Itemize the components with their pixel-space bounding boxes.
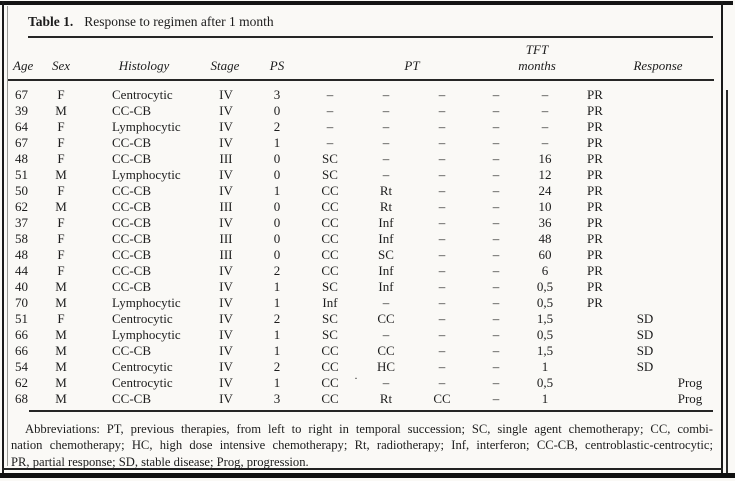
cell-pt-3: – <box>438 327 446 342</box>
cell-response-sd <box>622 391 668 407</box>
cell-response-pr: PR <box>587 247 603 262</box>
cell-response-prog <box>668 295 712 311</box>
table-title <box>28 14 274 30</box>
cell-ps: 1 <box>273 279 281 294</box>
cell-tft-months: 1 <box>541 359 549 374</box>
abbreviations-note <box>11 421 713 470</box>
cell-response-sd <box>622 215 668 231</box>
cell-sex: M <box>55 327 67 342</box>
cell-pt-3: – <box>438 263 446 278</box>
abbreviation-line: Abbreviations: PT, previous therapies, from left to right in temporal succession; SC, single agent chemotherapy; CC, combi- <box>25 422 713 436</box>
cell-tft-months: 0,5 <box>536 279 554 294</box>
cell-tft-months: 36 <box>538 215 552 230</box>
col-header-ps: PS <box>269 58 285 73</box>
cell-pt-2: CC <box>377 343 395 358</box>
cell-response-pr: PR <box>587 151 603 166</box>
cell-pt-4: – <box>492 199 500 214</box>
cell-response-pr: PR <box>587 263 603 278</box>
cell-pt-4: – <box>492 231 500 246</box>
cell-pt-1: – <box>326 119 334 134</box>
frame-border-bottom <box>0 473 735 478</box>
cell-response-prog <box>668 183 712 199</box>
cell-response-sd <box>622 167 668 183</box>
cell-pt-4: – <box>492 183 500 198</box>
cell-tft-months: – <box>541 103 549 118</box>
cell-sex: M <box>55 343 67 358</box>
cell-response-sd <box>622 375 668 391</box>
col-header-response: Response <box>633 58 683 73</box>
cell-stage: IV <box>219 87 233 102</box>
cell-sex: M <box>55 167 67 182</box>
cell-ps: 2 <box>273 359 281 374</box>
cell-sex: F <box>57 87 65 102</box>
cell-pt-1: SC <box>322 167 338 182</box>
cell-pt-2: – <box>382 327 390 342</box>
cell-pt-1: SC <box>322 311 338 326</box>
cell-stage: IV <box>219 295 233 310</box>
cell-sex: M <box>55 295 67 310</box>
cell-pt-4: – <box>492 391 500 406</box>
cell-pt-1: – <box>326 135 334 150</box>
cell-response-sd <box>622 87 668 103</box>
cell-age: 48 <box>15 151 28 166</box>
cell-response-pr: PR <box>587 279 603 294</box>
rule-above-footnote <box>29 410 713 412</box>
cell-response-sd: SD <box>636 359 654 374</box>
cell-sex: M <box>55 375 67 390</box>
cell-pt-4: – <box>492 311 500 326</box>
cell-stage: IV <box>219 343 233 358</box>
cell-pt-2: – <box>382 375 390 390</box>
cell-pt-1: CC <box>321 263 339 278</box>
cell-sex: M <box>55 359 67 374</box>
frame-border-right <box>721 1 723 475</box>
cell-response-prog <box>668 167 712 183</box>
table-number: Table 1. <box>28 14 74 29</box>
cell-response-sd <box>622 103 668 119</box>
cell-pt-1: CC <box>321 247 339 262</box>
cell-age: 51 <box>15 167 28 182</box>
cell-pt-1: – <box>326 103 334 118</box>
cell-pt-2: – <box>382 135 390 150</box>
cell-sex: F <box>57 311 65 326</box>
cell-stage: IV <box>219 103 233 118</box>
cell-response-sd <box>622 151 668 167</box>
cell-tft-months: 16 <box>538 151 552 166</box>
cell-pt-2: Inf <box>378 263 394 278</box>
cell-age: 48 <box>15 247 28 262</box>
cell-stage: IV <box>219 167 233 182</box>
cell-response-pr: PR <box>587 167 603 182</box>
cell-age: 64 <box>15 119 28 134</box>
cell-pt-3: – <box>438 359 446 374</box>
cell-pt-4: – <box>492 151 500 166</box>
cell-pt-3: – <box>438 343 446 358</box>
cell-pt-3: – <box>438 103 446 118</box>
cell-tft-months: – <box>541 119 549 134</box>
cell-histology: CC-CB <box>112 199 152 214</box>
cell-ps: 1 <box>273 327 281 342</box>
cell-pt-3: – <box>438 135 446 150</box>
cell-pt-1: CC <box>321 375 339 390</box>
cell-ps: 0 <box>273 167 281 182</box>
cell-sex: F <box>57 183 65 198</box>
cell-age: 67 <box>15 135 28 150</box>
cell-pt-1: CC <box>321 231 339 246</box>
cell-pt-3: – <box>438 231 446 246</box>
cell-histology: Centrocytic <box>112 359 173 374</box>
cell-response-pr <box>568 343 622 359</box>
cell-response-sd <box>622 279 668 295</box>
cell-response-pr: PR <box>587 135 603 150</box>
cell-age: 37 <box>15 215 28 230</box>
cell-pt-4: – <box>492 295 500 310</box>
cell-stage: IV <box>219 135 233 150</box>
cell-response-pr: PR <box>587 119 603 134</box>
cell-pt-2: – <box>382 295 390 310</box>
cell-ps: 0 <box>273 247 281 262</box>
cell-pt-2: SC <box>378 247 394 262</box>
cell-response-prog <box>668 231 712 247</box>
cell-response-sd <box>622 263 668 279</box>
cell-pt-2: Inf <box>378 279 394 294</box>
cell-histology: Lymphocytic <box>112 295 181 310</box>
cell-response-pr <box>568 391 622 407</box>
cell-pt-2: HC <box>376 359 396 374</box>
rule-under-header <box>8 79 714 81</box>
cell-response-pr: PR <box>587 103 603 118</box>
cell-ps: 1 <box>273 295 281 310</box>
cell-pt-4: – <box>492 119 500 134</box>
cell-stage: IV <box>219 311 233 326</box>
cell-response-pr: PR <box>587 215 603 230</box>
cell-tft-months: – <box>541 87 549 102</box>
cell-tft-months: 1 <box>541 391 549 406</box>
cell-response-prog <box>668 263 712 279</box>
cell-histology: Lymphocytic <box>112 327 181 342</box>
cell-pt-4: – <box>492 359 500 374</box>
cell-ps: 1 <box>273 375 281 390</box>
cell-response-prog <box>668 215 712 231</box>
cell-tft-months: 6 <box>541 263 549 278</box>
cell-response-pr: PR <box>587 231 603 246</box>
cell-response-sd <box>622 295 668 311</box>
cell-stage: IV <box>219 359 233 374</box>
cell-ps: 3 <box>273 87 281 102</box>
cell-sex: M <box>55 199 67 214</box>
cell-pt-3: – <box>438 375 446 390</box>
cell-ps: 0 <box>273 151 281 166</box>
cell-pt-3: – <box>438 295 446 310</box>
cell-stage: IV <box>219 375 233 390</box>
cell-age: 51 <box>15 311 28 326</box>
cell-response-prog <box>668 247 712 263</box>
cell-pt-1: SC <box>322 151 338 166</box>
cell-tft-months: 12 <box>538 167 552 182</box>
cell-histology: Centrocytic <box>112 87 173 102</box>
cell-histology: CC-CB <box>112 135 152 150</box>
cell-stage: III <box>219 231 233 246</box>
cell-response-pr <box>568 327 622 343</box>
cell-sex: F <box>57 119 65 134</box>
cell-stage: III <box>219 247 233 262</box>
cell-age: 50 <box>15 183 28 198</box>
table-body <box>6 87 712 407</box>
cell-response-prog: Prog <box>677 391 703 406</box>
cell-response-sd <box>622 199 668 215</box>
cell-response-sd <box>622 247 668 263</box>
cell-sex: F <box>57 263 65 278</box>
cell-pt-1: CC <box>321 215 339 230</box>
abbreviation-line: PR, partial response; SD, stable disease; Prog, progression. <box>11 454 309 469</box>
cell-histology: CC-CB <box>112 183 152 198</box>
frame-border-top <box>0 1 733 5</box>
cell-age: 54 <box>15 359 28 374</box>
cell-sex: F <box>57 247 65 262</box>
cell-response-pr <box>568 375 622 391</box>
cell-pt-3: CC <box>433 391 451 406</box>
cell-ps: 0 <box>273 231 281 246</box>
cell-response-pr: PR <box>587 87 603 102</box>
cell-pt-2: – <box>382 167 390 182</box>
cell-pt-4: – <box>492 375 500 390</box>
cell-response-prog <box>668 151 712 167</box>
cell-age: 68 <box>15 391 28 406</box>
cell-ps: 0 <box>273 103 281 118</box>
cell-pt-3: – <box>438 247 446 262</box>
cell-stage: IV <box>219 263 233 278</box>
col-header-tft: TFT <box>525 42 549 57</box>
cell-pt-3: – <box>438 151 446 166</box>
cell-ps: 3 <box>273 391 281 406</box>
cell-histology: Centrocytic <box>112 375 173 390</box>
cell-pt-4: – <box>492 279 500 294</box>
cell-response-prog <box>668 199 712 215</box>
cell-ps: 2 <box>273 311 281 326</box>
cell-histology: CC-CB <box>112 215 152 230</box>
cell-age: 58 <box>15 231 28 246</box>
cell-sex: M <box>55 279 67 294</box>
cell-response-sd <box>622 135 668 151</box>
cell-pt-2: Inf <box>378 231 394 246</box>
cell-response-prog <box>668 119 712 135</box>
cell-sex: F <box>57 231 65 246</box>
cell-pt-1: CC <box>321 183 339 198</box>
cell-pt-2: CC <box>377 311 395 326</box>
cell-pt-1: SC <box>322 327 338 342</box>
col-header-pt: PT <box>404 58 420 73</box>
cell-pt-3: – <box>438 279 446 294</box>
cell-pt-1: Inf <box>322 295 338 310</box>
cell-pt-2: Rt <box>379 391 393 406</box>
cell-response-sd: SD <box>636 311 654 326</box>
cell-ps: 1 <box>273 343 281 358</box>
cell-pt-4: – <box>492 135 500 150</box>
cell-response-prog <box>668 311 712 327</box>
cell-pt-4: – <box>492 343 500 358</box>
cell-age: 67 <box>15 87 28 102</box>
col-header-histology: Histology <box>118 58 170 73</box>
cell-tft-months: 10 <box>538 199 552 214</box>
col-header-tft-months: months <box>518 58 556 73</box>
cell-response-sd: SD <box>636 327 654 342</box>
cell-pt-4: – <box>492 87 500 102</box>
cell-response-sd <box>622 183 668 199</box>
cell-age: 39 <box>15 103 28 118</box>
cell-sex: F <box>57 135 65 150</box>
cell-pt-1: – <box>326 87 334 102</box>
cell-tft-months: 1,5 <box>536 343 554 358</box>
cell-response-prog <box>668 327 712 343</box>
frame-border-left <box>2 1 4 475</box>
cell-age: 66 <box>15 327 28 342</box>
cell-response-pr <box>568 359 622 375</box>
cell-histology: CC-CB <box>112 151 152 166</box>
cell-histology: CC-CB <box>112 263 152 278</box>
cell-age: 66 <box>15 343 28 358</box>
cell-sex: F <box>57 215 65 230</box>
cell-response-sd <box>622 119 668 135</box>
cell-response-pr: PR <box>587 183 603 198</box>
col-header-sex: Sex <box>51 58 71 73</box>
cell-stage: III <box>219 199 233 214</box>
cell-pt-2: – <box>382 151 390 166</box>
cell-stage: IV <box>219 327 233 342</box>
cell-histology: CC-CB <box>112 247 152 262</box>
cell-sex: F <box>57 151 65 166</box>
cell-pt-3: – <box>438 119 446 134</box>
abbreviation-line: nation chemotherapy; HC, high dose intensive chemotherapy; Rt, radiotherapy; Inf, interferon; CC-CB, centroblastic-centrocytic; <box>11 438 713 453</box>
cell-pt-1: CC <box>321 391 339 406</box>
cell-pt-2: – <box>382 103 390 118</box>
cell-age: 40 <box>15 279 28 294</box>
cell-pt-4: – <box>492 327 500 342</box>
cell-ps: 1 <box>273 183 281 198</box>
cell-pt-4: – <box>492 103 500 118</box>
col-header-stage: Stage <box>210 58 240 73</box>
cell-pt-3: – <box>438 183 446 198</box>
cell-pt-3: – <box>438 311 446 326</box>
cell-ps: 2 <box>273 263 281 278</box>
cell-tft-months: 0,5 <box>536 295 554 310</box>
cell-histology: Lymphocytic <box>112 119 181 134</box>
cell-response-prog <box>668 135 712 151</box>
rule-under-title <box>28 36 713 38</box>
cell-histology: CC-CB <box>112 103 152 118</box>
cell-stage: IV <box>219 391 233 406</box>
cell-response-pr <box>568 311 622 327</box>
cell-pt-2: Rt <box>379 183 393 198</box>
cell-age: 62 <box>15 199 28 214</box>
cell-pt-2: – <box>382 87 390 102</box>
cell-tft-months: 0,5 <box>536 327 554 342</box>
cell-histology: CC-CB <box>112 279 152 294</box>
cell-ps: 1 <box>273 135 281 150</box>
cell-sex: M <box>55 103 67 118</box>
cell-stage: IV <box>219 119 233 134</box>
cell-tft-months: 48 <box>538 231 552 246</box>
cell-ps: 0 <box>273 215 281 230</box>
cell-tft-months: – <box>541 135 549 150</box>
cell-tft-months: 60 <box>538 247 552 262</box>
cell-pt-4: – <box>492 263 500 278</box>
cell-pt-1: SC <box>322 279 338 294</box>
cell-tft-months: 1,5 <box>536 311 554 326</box>
cell-pt-4: – <box>492 247 500 262</box>
cell-pt-3: – <box>438 215 446 230</box>
cell-stage: IV <box>219 215 233 230</box>
cell-response-prog <box>668 279 712 295</box>
cell-histology: CC-CB <box>112 391 152 406</box>
cell-response-pr: PR <box>587 199 603 214</box>
cell-pt-3: – <box>438 199 446 214</box>
cell-pt-2: Inf <box>378 215 394 230</box>
cell-response-sd <box>622 231 668 247</box>
cell-pt-4: – <box>492 167 500 182</box>
cell-response-prog: Prog <box>677 375 703 390</box>
cell-pt-1: CC <box>321 359 339 374</box>
cell-response-prog <box>668 103 712 119</box>
cell-age: 62 <box>15 375 28 390</box>
cell-pt-2: Rt <box>379 199 393 214</box>
cell-pt-1: CC <box>321 199 339 214</box>
cell-response-sd: SD <box>636 343 654 358</box>
cell-sex: M <box>55 391 67 406</box>
cell-response-prog <box>668 359 712 375</box>
cell-response-prog <box>668 343 712 359</box>
cell-age: 44 <box>15 263 28 278</box>
cell-tft-months: 24 <box>538 183 552 198</box>
cell-pt-3: – <box>438 167 446 182</box>
cell-histology: Lymphocytic <box>112 167 181 182</box>
cell-response-prog <box>668 87 712 103</box>
cell-response-pr: PR <box>587 295 603 310</box>
col-header-age: Age <box>13 58 34 73</box>
scan-artifact: · <box>354 371 358 385</box>
cell-ps: 0 <box>273 199 281 214</box>
cell-ps: 2 <box>273 119 281 134</box>
cell-stage: IV <box>219 183 233 198</box>
cell-pt-1: CC <box>321 343 339 358</box>
cell-stage: IV <box>219 279 233 294</box>
cell-histology: CC-CB <box>112 343 152 358</box>
table-caption: Response to regimen after 1 month <box>84 14 274 29</box>
frame-border-right-inner <box>726 90 728 474</box>
cell-pt-3: – <box>438 87 446 102</box>
cell-pt-4: – <box>492 215 500 230</box>
cell-tft-months: 0,5 <box>536 375 554 390</box>
cell-histology: CC-CB <box>112 231 152 246</box>
cell-age: 70 <box>15 295 28 310</box>
cell-stage: III <box>219 151 233 166</box>
cell-histology: Centrocytic <box>112 311 173 326</box>
cell-pt-2: – <box>382 119 390 134</box>
